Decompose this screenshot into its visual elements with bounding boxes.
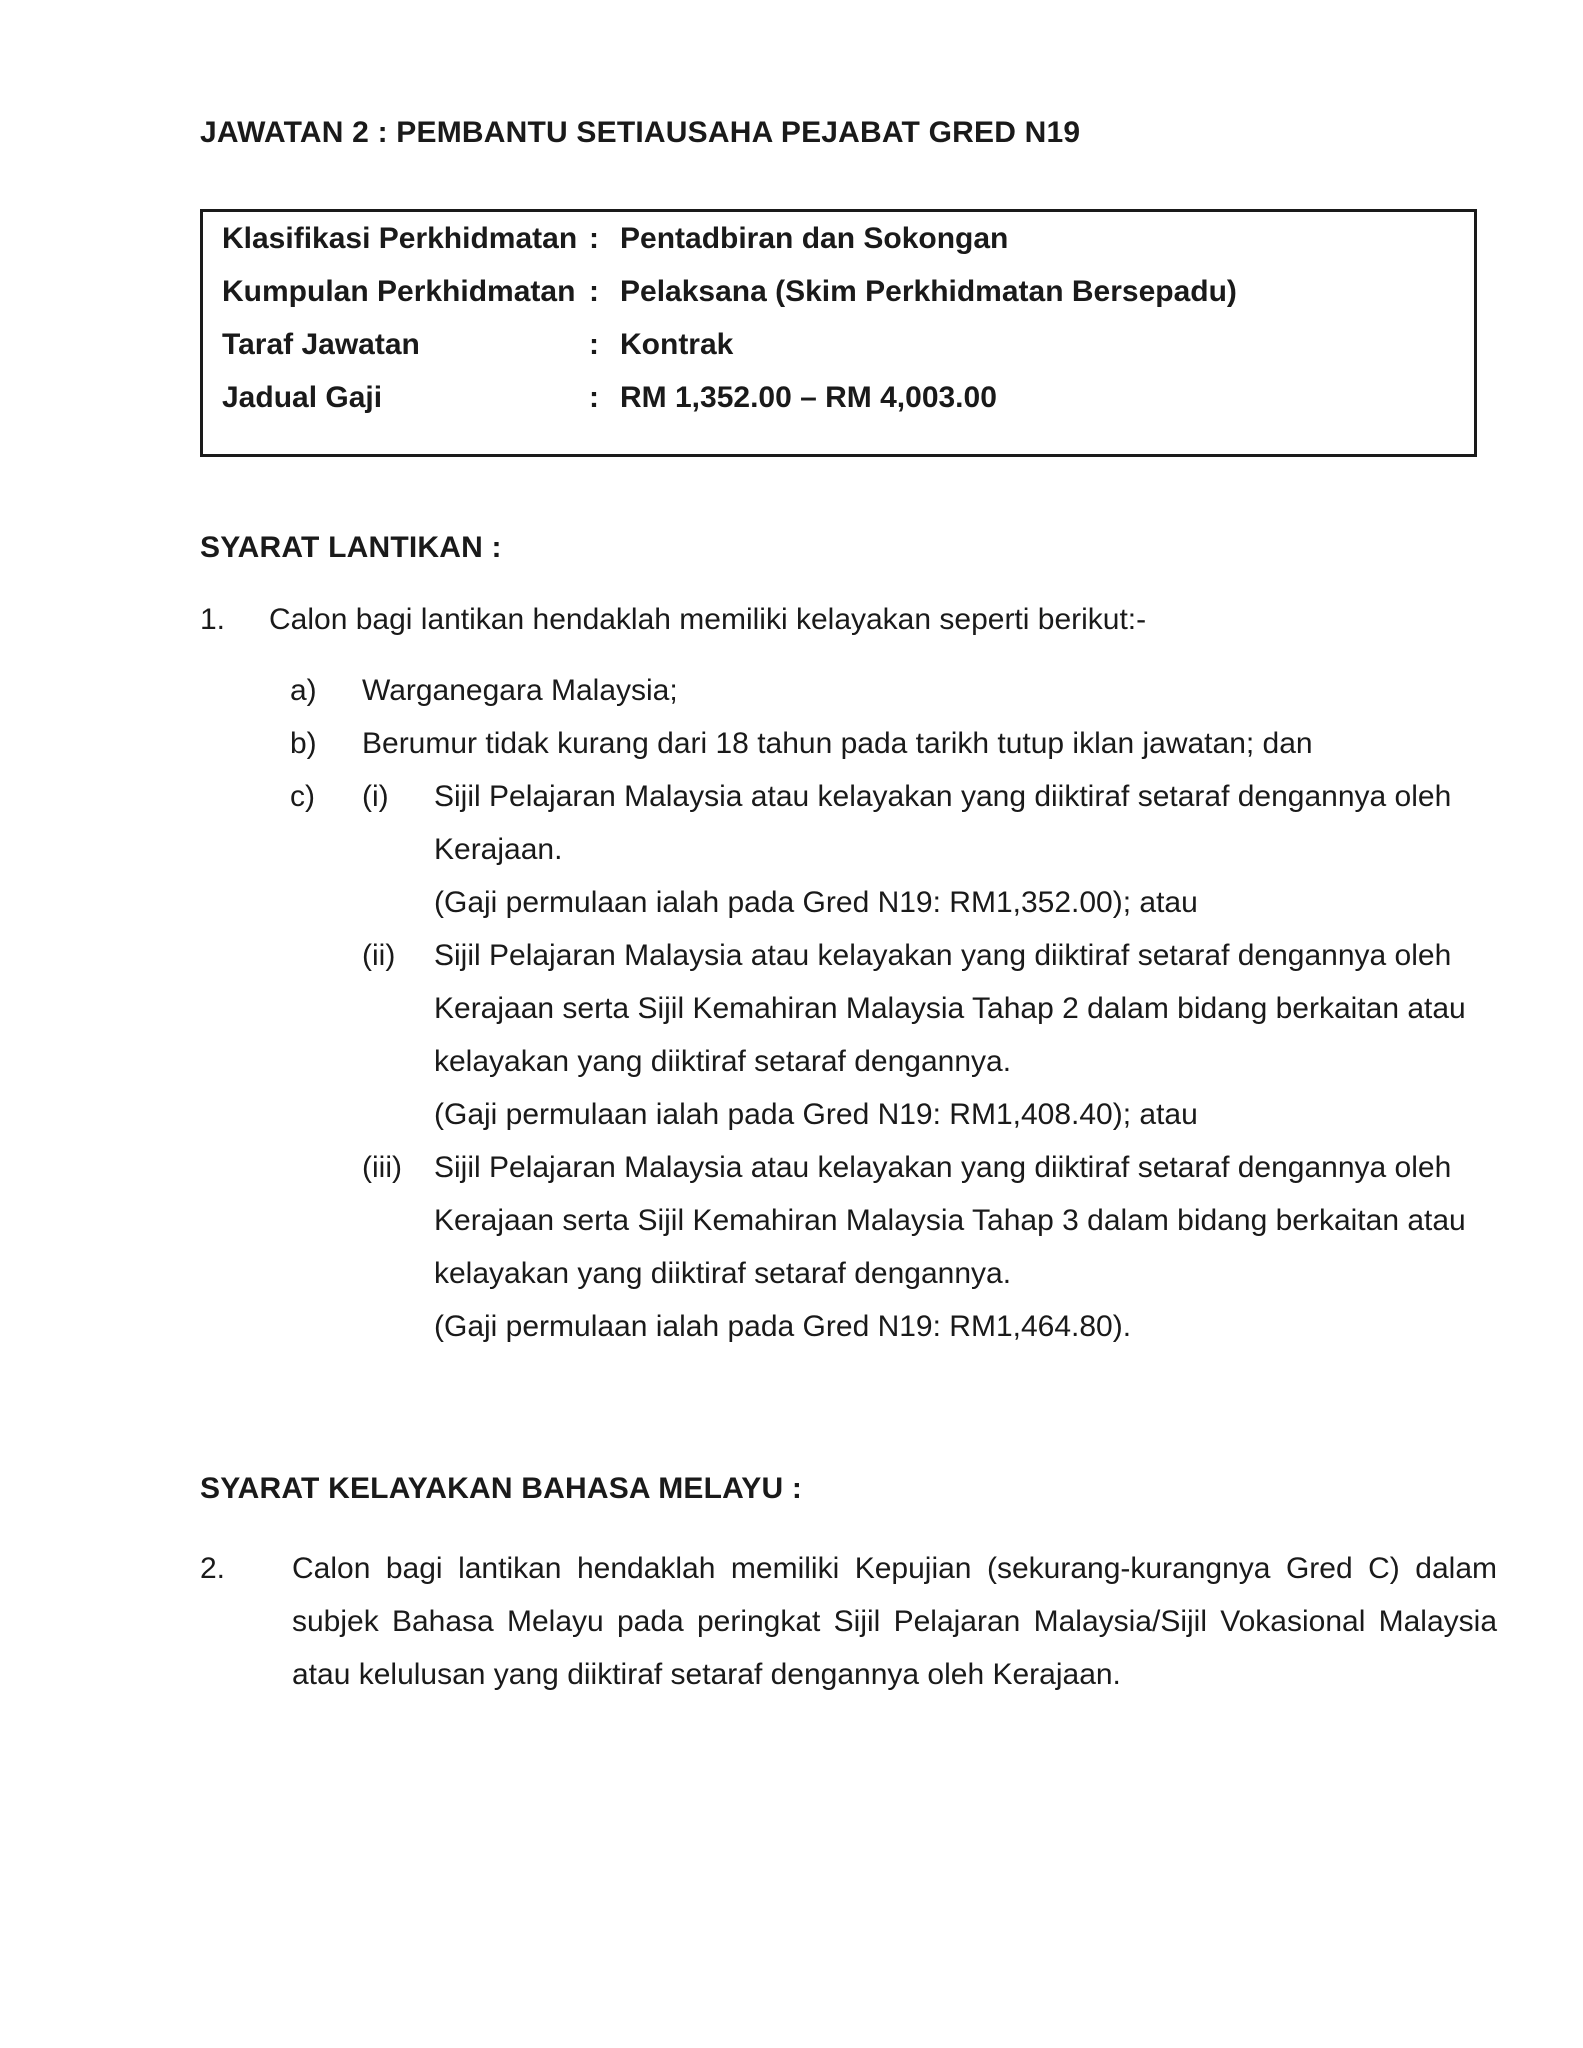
item-number: 2. [200, 1552, 226, 1585]
sub-list-line: kelayakan yang diiktiraf setaraf dengannya. [434, 1045, 1012, 1078]
info-label: Klasifikasi Perkhidmatan [222, 222, 578, 255]
sub-list-line: (Gaji permulaan ialah pada Gred N19: RM1,464.80). [434, 1310, 1132, 1343]
info-value: Pentadbiran dan Sokongan [620, 222, 1009, 255]
sub-list-line: Kerajaan serta Sijil Kemahiran Malaysia Tahap 2 dalam bidang berkaitan atau [434, 992, 1466, 1025]
info-separator: : [589, 381, 599, 414]
sub-list-line: (Gaji permulaan ialah pada Gred N19: RM1,408.40); atau [434, 1098, 1198, 1131]
list-item: Berumur tidak kurang dari 18 tahun pada tarikh tutup iklan jawatan; dan [362, 727, 1313, 760]
sub-list-line: (Gaji permulaan ialah pada Gred N19: RM1,352.00); atau [434, 886, 1198, 919]
paragraph-line: subjek Bahasa Melayu pada peringkat Sijil Pelajaran Malaysia/Sijil Vokasional Malaysia [292, 1605, 1497, 1638]
sub-list-line: Sijil Pelajaran Malaysia atau kelayakan yang diiktiraf setaraf dengannya oleh [434, 939, 1452, 972]
section-heading-syarat-lantikan: SYARAT LANTIKAN : [200, 531, 502, 564]
info-separator: : [589, 275, 599, 308]
info-label: Kumpulan Perkhidmatan [222, 275, 576, 308]
sub-list-line: kelayakan yang diiktiraf setaraf dengannya. [434, 1257, 1012, 1290]
info-value: Kontrak [620, 328, 734, 361]
sub-list-marker: (ii) [362, 939, 396, 972]
list-marker: b) [290, 727, 317, 760]
requirement-intro: Calon bagi lantikan hendaklah memiliki kelayakan seperti berikut:- [269, 603, 1147, 636]
sub-list-line: Kerajaan. [434, 833, 563, 866]
info-separator: : [589, 328, 599, 361]
item-number: 1. [200, 603, 226, 636]
page-title: JAWATAN 2 : PEMBANTU SETIAUSAHA PEJABAT GRED N19 [200, 116, 1081, 149]
list-marker: c) [290, 780, 315, 813]
sub-list-marker: (i) [362, 780, 389, 813]
sub-list-line: Kerajaan serta Sijil Kemahiran Malaysia Tahap 3 dalam bidang berkaitan atau [434, 1204, 1466, 1237]
paragraph-line: Calon bagi lantikan hendaklah memiliki Kepujian (sekurang-kurangnya Gred C) dalam [292, 1552, 1497, 1585]
info-separator: : [589, 222, 599, 255]
sub-list-line: Sijil Pelajaran Malaysia atau kelayakan yang diiktiraf setaraf dengannya oleh [434, 780, 1452, 813]
list-marker: a) [290, 674, 317, 707]
sub-list-line: Sijil Pelajaran Malaysia atau kelayakan yang diiktiraf setaraf dengannya oleh [434, 1151, 1452, 1184]
info-label: Taraf Jawatan [222, 328, 420, 361]
list-item: Warganegara Malaysia; [362, 674, 678, 707]
info-value: RM 1,352.00 – RM 4,003.00 [620, 381, 997, 414]
paragraph-line: atau kelulusan yang diiktiraf setaraf dengannya oleh Kerajaan. [292, 1658, 1121, 1691]
sub-list-marker: (iii) [362, 1151, 402, 1184]
info-value: Pelaksana (Skim Perkhidmatan Bersepadu) [620, 275, 1237, 308]
info-label: Jadual Gaji [222, 381, 383, 414]
section-heading-syarat-bahasa: SYARAT KELAYAKAN BAHASA MELAYU : [200, 1472, 803, 1505]
